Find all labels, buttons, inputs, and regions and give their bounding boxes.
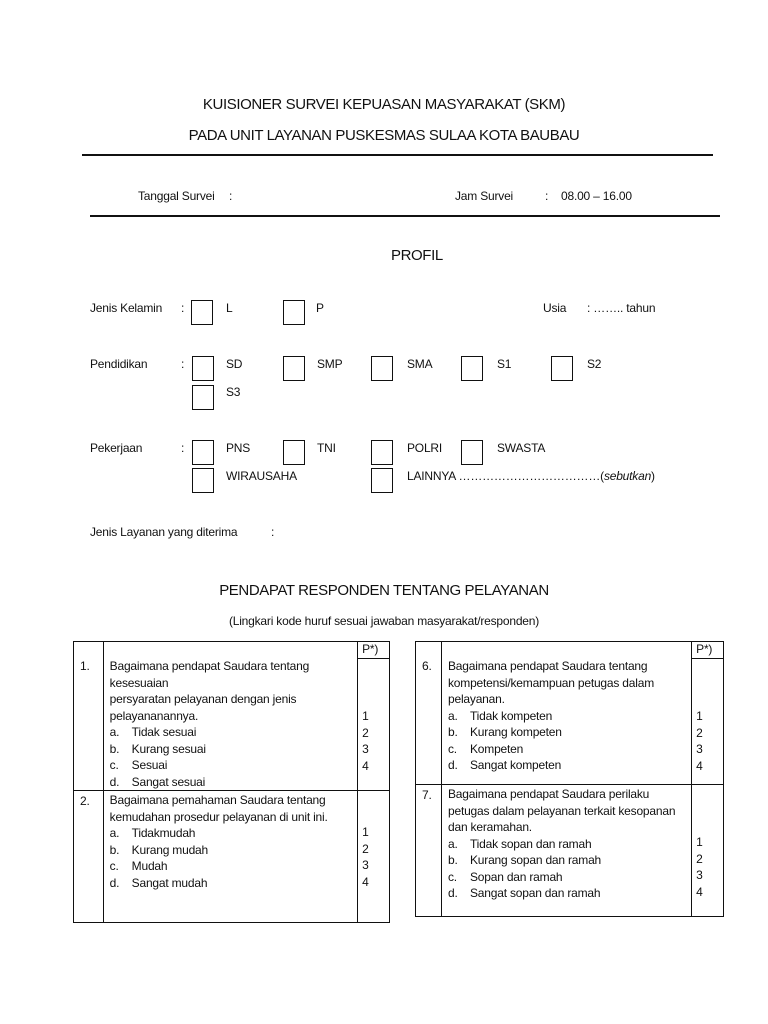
option-code: 2 [362, 841, 369, 856]
option-a[interactable] [110, 724, 352, 741]
question-text: kompetensi/kemampuan petugas dalam [448, 675, 654, 690]
option-letter: a. [109, 826, 120, 840]
education-smp-label: SMP [317, 357, 343, 371]
job-swasta-checkbox[interactable] [461, 440, 483, 465]
question-text: Bagaimana pemahaman Saudara tentang [109, 793, 326, 807]
option-label: Tidak kompeten [470, 708, 553, 723]
option-d[interactable] [110, 875, 352, 892]
option-label: Kurang sesuai [131, 741, 206, 756]
option-letter: c. [109, 758, 119, 772]
option-c[interactable] [448, 869, 686, 886]
option-letter: a. [448, 836, 458, 851]
option-letter: b. [109, 842, 120, 857]
education-sma-checkbox[interactable] [371, 356, 393, 381]
option-label: Sangat kompeten [470, 758, 562, 772]
option-code: 3 [362, 858, 369, 872]
question-2-cell [103, 791, 357, 923]
option-letter: d. [448, 886, 458, 900]
option-letter: b. [448, 725, 458, 739]
job-polri-label: POLRI [407, 441, 443, 455]
option-b[interactable] [448, 852, 686, 869]
question-text: petugas dalam pelayanan terkait kesopanan [448, 803, 676, 818]
question-table-left [73, 641, 390, 923]
question-table-right [415, 641, 724, 917]
option-code: 3 [696, 868, 703, 882]
education-s1-checkbox[interactable] [461, 356, 483, 381]
education-smp-checkbox[interactable] [283, 356, 305, 381]
option-label: Kompeten [470, 741, 524, 756]
service-colon: : [271, 525, 275, 539]
p-header: P*) [692, 642, 724, 659]
option-label: Tidakmudah [131, 826, 196, 840]
job-wirausaha-label: WIRAUSAHA [226, 469, 297, 483]
option-code: 3 [362, 742, 369, 756]
job-polri-checkbox[interactable] [371, 440, 393, 465]
p-header: P*) [358, 642, 390, 659]
question-text: Bagaimana pendapat Saudara tentang [448, 659, 648, 673]
option-letter: c. [448, 869, 457, 884]
option-label: Kurang kompeten [470, 725, 562, 739]
education-s3-label: S3 [226, 385, 241, 399]
option-label: Kurang sopan dan ramah [470, 853, 602, 867]
option-a[interactable] [110, 825, 352, 842]
question-text: Bagaimana pendapat Saudara tentang kesesuaian [109, 659, 310, 690]
option-letter: c. [448, 741, 457, 756]
option-b[interactable] [110, 741, 352, 758]
job-wirausaha-checkbox[interactable] [192, 468, 214, 493]
option-d[interactable] [448, 885, 686, 902]
option-c[interactable] [110, 757, 352, 774]
education-s1-label: S1 [497, 357, 512, 371]
age-field[interactable]: : …….. tahun [587, 301, 656, 315]
option-letter: b. [448, 853, 458, 867]
gender-p-label: P [316, 301, 324, 315]
job-other-field[interactable]: LAINNYA ………………………………(sebutkan) [407, 469, 655, 483]
question-6-cell [442, 642, 692, 785]
option-code: 2 [696, 851, 703, 866]
option-code: 4 [362, 758, 369, 773]
question-text: Bagaimana pendapat Saudara perilaku [448, 787, 650, 801]
question-text: kemudahan prosedur pelayanan di unit ini. [109, 809, 328, 824]
option-code: 1 [362, 825, 369, 839]
job-pns-checkbox[interactable] [192, 440, 214, 465]
option-code: 3 [696, 742, 703, 756]
education-s2-checkbox[interactable] [551, 356, 573, 381]
question-text: dan keramahan. [448, 820, 532, 834]
date-colon: : [229, 189, 233, 203]
education-s3-checkbox[interactable] [192, 385, 214, 410]
option-letter: a. [448, 708, 458, 723]
option-code: 1 [362, 709, 369, 723]
job-tni-label: TNI [317, 441, 336, 455]
job-swasta-label: SWASTA [497, 441, 546, 455]
option-b[interactable] [448, 724, 686, 741]
gender-p-checkbox[interactable] [283, 300, 305, 325]
option-a[interactable] [448, 836, 686, 853]
option-code: 1 [696, 835, 703, 849]
question-number: 1. [74, 642, 104, 791]
option-label: Sesuai [131, 758, 168, 772]
option-letter: d. [109, 875, 120, 890]
job-tni-checkbox[interactable] [283, 440, 305, 465]
education-sma-label: SMA [407, 357, 433, 371]
time-colon: : [545, 189, 549, 203]
job-label: Pekerjaan [90, 441, 143, 455]
option-letter: d. [448, 758, 458, 772]
option-label: Kurang mudah [131, 842, 208, 857]
education-colon: : [181, 357, 185, 371]
option-d[interactable] [110, 774, 352, 791]
option-code: 4 [696, 758, 703, 773]
option-label: Sangat sesuai [131, 774, 206, 789]
option-b[interactable] [110, 842, 352, 859]
page-title: KUISIONER SURVEI KEPUASAN MASYARAKAT (SKM) [202, 96, 566, 113]
job-pns-label: PNS [226, 441, 251, 455]
option-letter: a. [109, 725, 120, 739]
option-label: Mudah [131, 859, 168, 873]
option-label: Sangat mudah [131, 875, 208, 890]
title-divider [82, 154, 713, 156]
option-c[interactable] [110, 858, 352, 875]
code-column [358, 659, 390, 791]
education-sd-checkbox[interactable] [192, 356, 214, 381]
opinion-heading: PENDAPAT RESPONDEN TENTANG PELAYANAN [219, 582, 549, 599]
question-1-cell [103, 642, 357, 791]
job-other-label: LAINNYA ……………………………… [407, 469, 601, 483]
option-c[interactable] [448, 741, 686, 758]
page-subtitle: PADA UNIT LAYANAN PUSKESMAS SULAA KOTA BAUBAU [188, 127, 580, 144]
opinion-instruction: (Lingkari kode huruf sesuai jawaban masyarakat/responden) [228, 614, 540, 628]
option-code: 2 [362, 725, 369, 740]
gender-l-checkbox[interactable] [191, 300, 213, 325]
info-divider [90, 215, 720, 217]
option-label: Sangat sopan dan ramah [470, 886, 601, 900]
date-label: Tanggal Survei [138, 189, 215, 203]
option-code: 4 [696, 884, 703, 899]
option-label: Sopan dan ramah [470, 869, 563, 884]
option-letter: c. [109, 859, 119, 873]
question-7-cell [442, 785, 692, 917]
gender-colon: : [181, 301, 185, 315]
option-letter: d. [109, 774, 120, 789]
job-other-checkbox[interactable] [371, 468, 393, 493]
question-text: persyaratan pelayanan dengan jenis [109, 692, 297, 706]
education-sd-label: SD [226, 357, 243, 371]
service-label: Jenis Layanan yang diterima [90, 525, 238, 539]
profile-heading: PROFIL [391, 247, 443, 264]
option-letter: b. [109, 741, 120, 756]
time-value: 08.00 – 16.00 [561, 189, 632, 203]
question-number: 2. [74, 791, 104, 923]
option-code: 1 [696, 709, 703, 723]
job-colon: : [181, 441, 185, 455]
age-label: Usia [543, 301, 567, 315]
gender-l-label: L [226, 301, 233, 315]
option-a[interactable] [448, 708, 686, 725]
option-code: 4 [362, 874, 369, 889]
education-label: Pendidikan [90, 357, 148, 371]
question-number: 6. [416, 642, 442, 785]
code-column [358, 791, 390, 923]
option-d[interactable] [448, 757, 686, 774]
code-column [692, 785, 724, 917]
option-code: 2 [696, 725, 703, 740]
education-s2-label: S2 [587, 357, 602, 371]
option-label: Tidak sesuai [131, 725, 197, 739]
code-column [692, 659, 724, 785]
time-label: Jam Survei [455, 189, 514, 203]
question-number: 7. [416, 785, 442, 917]
question-text: pelayanan. [448, 692, 505, 706]
question-text: pelayananannya. [109, 708, 199, 723]
gender-label: Jenis Kelamin [90, 301, 163, 315]
option-label: Tidak sopan dan ramah [470, 836, 592, 851]
job-other-hint: sebutkan [603, 469, 652, 483]
